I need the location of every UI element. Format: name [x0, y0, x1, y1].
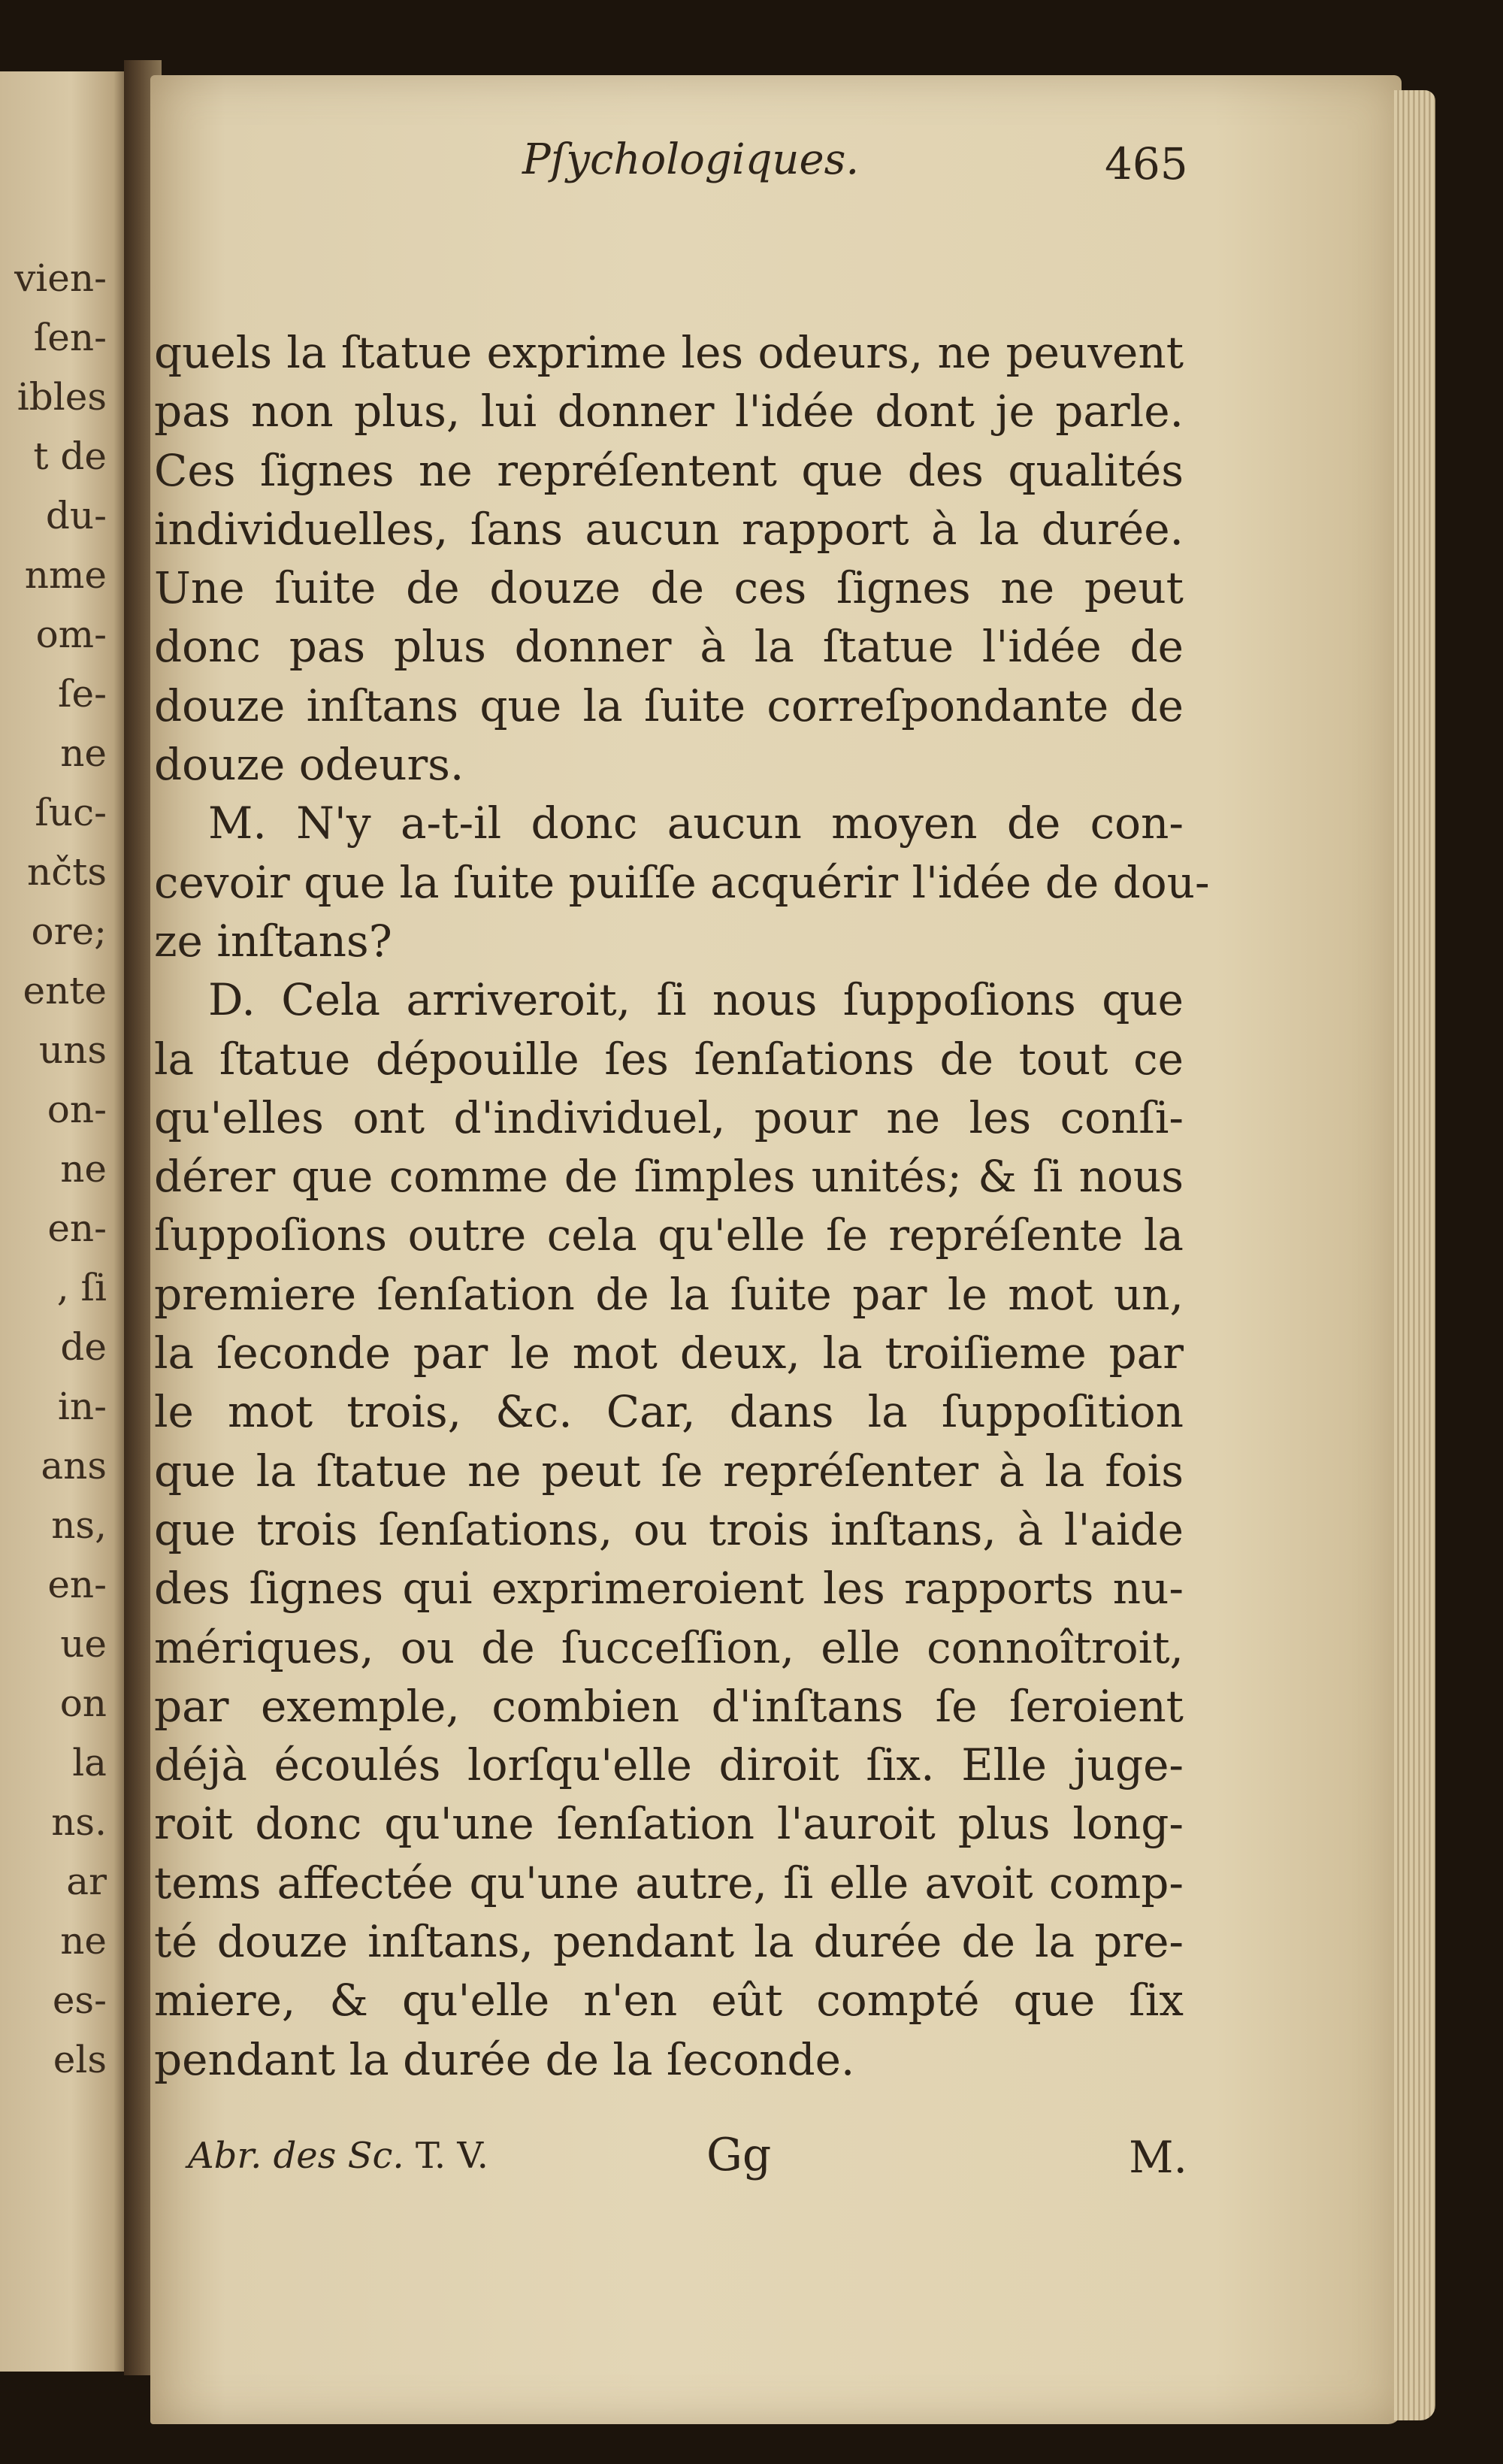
left-page-fragment: , ſi — [56, 1266, 107, 1309]
text-line: qu'elles ont d'individuel, pour ne les conſi- — [154, 1091, 1184, 1143]
left-page-fragment: du- — [45, 494, 107, 537]
book-reference — [188, 2135, 488, 2177]
text-line: M. N'y a-t-il donc aucun moyen de con- — [208, 798, 1184, 849]
left-page-fragment: ue — [60, 1622, 107, 1666]
text-line: cevoir que la ſuite puiſſe acquérir l'idée de dou- — [154, 856, 1210, 908]
text-line: ſuppoſions outre cela qu'elle ſe repréſente la — [154, 1209, 1184, 1261]
left-page-fragment: ſe- — [58, 672, 107, 716]
text-line: Ces ſignes ne repréſentent que des qualités — [154, 444, 1184, 496]
text-line: que trois ſenſations, ou trois inſtans, à l'aide — [154, 1503, 1184, 1555]
left-page-fragment: on- — [47, 1088, 107, 1131]
left-page-fragment: els — [53, 2038, 107, 2081]
left-page-fragment: en- — [47, 1563, 107, 1606]
text-line: premiere ſenſation de la ſuite par le mot un, — [154, 1268, 1184, 1320]
abbreviation: Abr. des Sc. — [188, 2135, 404, 2177]
text-line: par exemple, combien d'inſtans ſe ſeroient — [154, 1680, 1184, 1732]
page-header — [451, 135, 1202, 195]
text-line: le mot trois, &c. Car, dans la ſuppoſition — [154, 1386, 1184, 1438]
text-line: que la ſtatue ne peut ſe repréſenter à la fois — [154, 1445, 1184, 1497]
left-page-fragment: ſen- — [33, 316, 107, 359]
catchword: M. — [1129, 2132, 1187, 2183]
page-number: 465 — [1105, 138, 1188, 189]
left-page-fragment: uns — [38, 1028, 107, 1072]
text-line: pendant la durée de la ſeconde. — [154, 2033, 855, 2085]
left-page-fragment: en- — [47, 1206, 107, 1250]
page-footer — [188, 2129, 1187, 2195]
left-page-fragment: om- — [35, 613, 107, 656]
text-line: tems affectée qu'une autre, ſi elle avoit comp- — [154, 1857, 1184, 1909]
left-page-fragment: la — [72, 1741, 107, 1784]
text-line: té douze inſtans, pendant la durée de la pre- — [154, 1916, 1184, 1968]
left-page-fragment: in- — [57, 1385, 107, 1428]
left-page-fragment: t de — [33, 434, 107, 478]
left-page-fragment: ne — [60, 1919, 107, 1963]
left-page-fragment: ans — [41, 1444, 107, 1488]
volume: T. V. — [415, 2135, 488, 2177]
text-line: la ſtatue dépouille ſes ſenſations de tout ce — [154, 1033, 1184, 1085]
left-page-fragment: ar — [66, 1860, 107, 1903]
text-line: douze inſtans que la ſuite correſpondante de — [154, 680, 1184, 731]
left-page-fragment: de — [60, 1325, 107, 1369]
left-page-fragment: on — [59, 1682, 107, 1725]
signature-mark: Gg — [706, 2129, 772, 2181]
text-line: pas non plus, lui donner l'idée dont je parle. — [154, 386, 1184, 437]
text-line: roit donc qu'une ſenſation l'auroit plus long- — [154, 1798, 1184, 1850]
text-line: déjà écoulés lorſqu'elle diroit ſix. Elle juge- — [154, 1739, 1184, 1791]
left-page-fragment: vien- — [14, 256, 107, 300]
text-line: ze inſtans? — [154, 915, 392, 967]
text-line: douze odeurs. — [154, 739, 464, 791]
body-text — [154, 323, 1210, 2089]
left-facing-page — [0, 71, 129, 2372]
left-page-fragment: es- — [52, 1978, 107, 2022]
text-line: individuelles, ſans aucun rapport à la durée. — [154, 503, 1184, 555]
left-page-fragment: nčts — [27, 850, 107, 894]
text-line: miere, & qu'elle n'en eût compté que ſix — [154, 1975, 1184, 2027]
left-page-fragment: ſuc- — [35, 791, 107, 834]
left-page-fragment: ore; — [31, 910, 107, 953]
left-page-fragment: ne — [60, 1147, 107, 1191]
left-page-fragment: ne — [60, 731, 107, 775]
left-page-fragment: ns. — [51, 1800, 107, 1844]
text-line: quels la ſtatue exprime les odeurs, ne peuvent — [154, 327, 1184, 378]
text-line: des ſignes qui exprimeroient les rapports nu- — [154, 1563, 1184, 1615]
text-line: donc pas plus donner à la ſtatue l'idée de — [154, 621, 1184, 673]
text-line: D. Cela arriveroit, ſi nous ſuppoſions que — [208, 974, 1184, 1026]
left-page-fragment: ente — [23, 969, 107, 1013]
text-line: la ſeconde par le mot deux, la troiſieme par — [154, 1327, 1184, 1379]
text-line: Une ſuite de douze de ces ſignes ne peut — [154, 562, 1184, 614]
running-title: Pſychologiques. — [522, 135, 860, 184]
text-line: dérer que comme de ſimples unités; & ſi nous — [154, 1151, 1184, 1203]
left-page-fragment: ns, — [51, 1503, 107, 1547]
text-line: mériques, ou de ſucceſſion, elle connoîtroit, — [154, 1621, 1184, 1673]
left-page-fragment: ibles — [17, 375, 107, 419]
left-page-fragment: nme — [24, 553, 107, 597]
page-edges — [1394, 90, 1435, 2420]
